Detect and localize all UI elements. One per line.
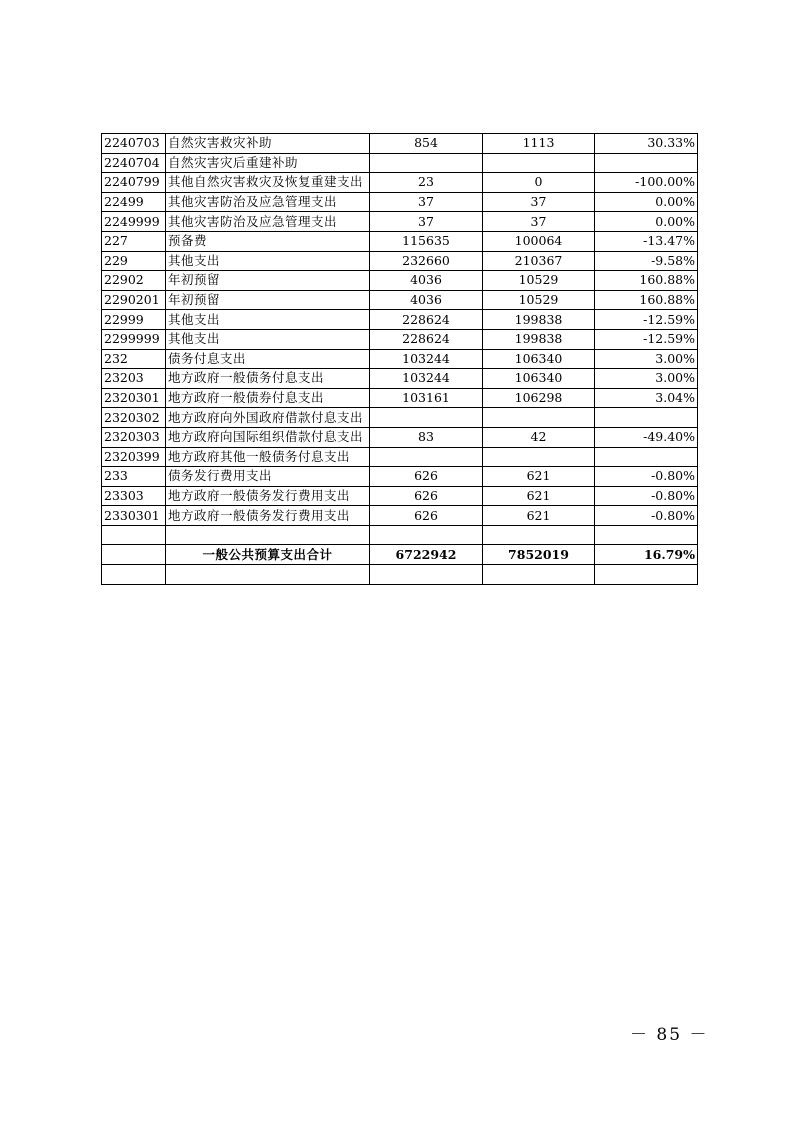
account-name-cell: 其他支出 <box>166 251 370 271</box>
account-code-cell: 2290201 <box>102 290 166 310</box>
current-year-amount-cell <box>483 447 595 467</box>
prior-year-amount-cell <box>370 408 483 428</box>
change-percent-cell: 160.88% <box>595 271 698 291</box>
change-percent-cell: -13.47% <box>595 231 698 251</box>
change-percent-cell <box>595 408 698 428</box>
change-percent-cell: -100.00% <box>595 173 698 193</box>
change-percent-cell: 3.00% <box>595 349 698 369</box>
account-name-cell: 地方政府一般债务付息支出 <box>166 369 370 389</box>
table-row <box>102 525 698 545</box>
prior-year-amount-cell: 37 <box>370 212 483 232</box>
change-percent-cell: -49.40% <box>595 427 698 447</box>
account-code-cell: 227 <box>102 231 166 251</box>
account-code-cell: 22902 <box>102 271 166 291</box>
account-name-cell: 债务付息支出 <box>166 349 370 369</box>
prior-year-amount-cell: 37 <box>370 192 483 212</box>
prior-year-amount-cell: 4036 <box>370 271 483 291</box>
prior-year-amount-cell: 103244 <box>370 349 483 369</box>
table-row <box>102 271 698 291</box>
account-name-cell: 地方政府其他一般债务付息支出 <box>166 447 370 467</box>
current-year-amount-cell: 37 <box>483 212 595 232</box>
table-row <box>102 192 698 212</box>
table-row <box>102 251 698 271</box>
account-name-cell: 年初预留 <box>166 271 370 291</box>
change-percent-cell: -0.80% <box>595 467 698 487</box>
change-percent-cell: -9.58% <box>595 251 698 271</box>
prior-year-amount-cell: 228624 <box>370 310 483 330</box>
change-percent-cell: 16.79% <box>595 545 698 565</box>
current-year-amount-cell: 199838 <box>483 310 595 330</box>
account-code-cell: 232 <box>102 349 166 369</box>
account-name-cell: 其他支出 <box>166 310 370 330</box>
change-percent-cell <box>595 153 698 173</box>
current-year-amount-cell: 7852019 <box>483 545 595 565</box>
account-code-cell: 233 <box>102 467 166 487</box>
table-row <box>102 310 698 330</box>
current-year-amount-cell: 10529 <box>483 271 595 291</box>
account-code-cell: 23303 <box>102 486 166 506</box>
table-row <box>102 486 698 506</box>
current-year-amount-cell: 0 <box>483 173 595 193</box>
current-year-amount-cell <box>483 408 595 428</box>
change-percent-cell: 0.00% <box>595 212 698 232</box>
current-year-amount-cell: 199838 <box>483 329 595 349</box>
account-code-cell: 22999 <box>102 310 166 330</box>
account-name-cell: 其他支出 <box>166 329 370 349</box>
current-year-amount-cell: 42 <box>483 427 595 447</box>
prior-year-amount-cell: 83 <box>370 427 483 447</box>
change-percent-cell <box>595 525 698 545</box>
prior-year-amount-cell: 626 <box>370 486 483 506</box>
prior-year-amount-cell <box>370 525 483 545</box>
table-row <box>102 329 698 349</box>
prior-year-amount-cell: 232660 <box>370 251 483 271</box>
change-percent-cell: 160.88% <box>595 290 698 310</box>
table-row <box>102 408 698 428</box>
account-code-cell <box>102 545 166 565</box>
prior-year-amount-cell: 23 <box>370 173 483 193</box>
current-year-amount-cell <box>483 153 595 173</box>
table-body <box>102 134 698 585</box>
change-percent-cell: 3.04% <box>595 388 698 408</box>
current-year-amount-cell: 10529 <box>483 290 595 310</box>
table-row <box>102 369 698 389</box>
current-year-amount-cell: 1113 <box>483 134 595 154</box>
total-row <box>102 545 698 565</box>
current-year-amount-cell: 100064 <box>483 231 595 251</box>
change-percent-cell: 3.00% <box>595 369 698 389</box>
account-name-cell: 其他自然灾害救灾及恢复重建支出 <box>166 173 370 193</box>
account-code-cell: 2240703 <box>102 134 166 154</box>
account-code-cell: 2320303 <box>102 427 166 447</box>
table-row <box>102 231 698 251</box>
prior-year-amount-cell: 103244 <box>370 369 483 389</box>
account-code-cell: 23203 <box>102 369 166 389</box>
current-year-amount-cell: 621 <box>483 506 595 526</box>
table-row <box>102 447 698 467</box>
table-row <box>102 349 698 369</box>
prior-year-amount-cell <box>370 447 483 467</box>
prior-year-amount-cell: 228624 <box>370 329 483 349</box>
account-code-cell: 2240799 <box>102 173 166 193</box>
table-row <box>102 212 698 232</box>
account-name-cell: 一般公共预算支出合计 <box>166 545 370 565</box>
change-percent-cell <box>595 447 698 467</box>
current-year-amount-cell: 106340 <box>483 349 595 369</box>
prior-year-amount-cell <box>370 565 483 585</box>
account-code-cell: 2330301 <box>102 506 166 526</box>
account-code-cell <box>102 525 166 545</box>
current-year-amount-cell: 621 <box>483 486 595 506</box>
account-name-cell <box>166 565 370 585</box>
table-row <box>102 467 698 487</box>
prior-year-amount-cell: 6722942 <box>370 545 483 565</box>
change-percent-cell: -12.59% <box>595 310 698 330</box>
account-code-cell: 2299999 <box>102 329 166 349</box>
account-code-cell: 229 <box>102 251 166 271</box>
page-number: － 85 － <box>630 1025 709 1045</box>
current-year-amount-cell: 106340 <box>483 369 595 389</box>
account-name-cell: 地方政府一般债务发行费用支出 <box>166 486 370 506</box>
account-name-cell: 自然灾害灾后重建补助 <box>166 153 370 173</box>
account-name-cell: 其他灾害防治及应急管理支出 <box>166 192 370 212</box>
account-name-cell: 地方政府向国际组织借款付息支出 <box>166 427 370 447</box>
account-code-cell: 2320302 <box>102 408 166 428</box>
account-code-cell: 2320399 <box>102 447 166 467</box>
account-name-cell: 地方政府一般债券付息支出 <box>166 388 370 408</box>
budget-expenditure-table <box>101 133 698 585</box>
prior-year-amount-cell <box>370 153 483 173</box>
table-row <box>102 506 698 526</box>
prior-year-amount-cell: 4036 <box>370 290 483 310</box>
prior-year-amount-cell: 626 <box>370 506 483 526</box>
table-row <box>102 134 698 154</box>
account-name-cell: 债务发行费用支出 <box>166 467 370 487</box>
prior-year-amount-cell: 626 <box>370 467 483 487</box>
account-name-cell: 地方政府向外国政府借款付息支出 <box>166 408 370 428</box>
table-row <box>102 427 698 447</box>
account-name-cell <box>166 525 370 545</box>
current-year-amount-cell <box>483 525 595 545</box>
account-name-cell: 预备费 <box>166 231 370 251</box>
current-year-amount-cell: 106298 <box>483 388 595 408</box>
account-code-cell: 22499 <box>102 192 166 212</box>
account-name-cell: 年初预留 <box>166 290 370 310</box>
change-percent-cell: -0.80% <box>595 506 698 526</box>
account-code-cell <box>102 565 166 585</box>
table-row <box>102 290 698 310</box>
change-percent-cell <box>595 565 698 585</box>
change-percent-cell: 0.00% <box>595 192 698 212</box>
table-row <box>102 173 698 193</box>
current-year-amount-cell: 210367 <box>483 251 595 271</box>
prior-year-amount-cell: 854 <box>370 134 483 154</box>
account-code-cell: 2249999 <box>102 212 166 232</box>
table-row <box>102 565 698 585</box>
account-code-cell: 2320301 <box>102 388 166 408</box>
table-row <box>102 153 698 173</box>
current-year-amount-cell <box>483 565 595 585</box>
prior-year-amount-cell: 103161 <box>370 388 483 408</box>
account-code-cell: 2240704 <box>102 153 166 173</box>
account-name-cell: 其他灾害防治及应急管理支出 <box>166 212 370 232</box>
current-year-amount-cell: 621 <box>483 467 595 487</box>
table-row <box>102 388 698 408</box>
change-percent-cell: -0.80% <box>595 486 698 506</box>
change-percent-cell: 30.33% <box>595 134 698 154</box>
account-name-cell: 自然灾害救灾补助 <box>166 134 370 154</box>
current-year-amount-cell: 37 <box>483 192 595 212</box>
prior-year-amount-cell: 115635 <box>370 231 483 251</box>
account-name-cell: 地方政府一般债务发行费用支出 <box>166 506 370 526</box>
change-percent-cell: -12.59% <box>595 329 698 349</box>
